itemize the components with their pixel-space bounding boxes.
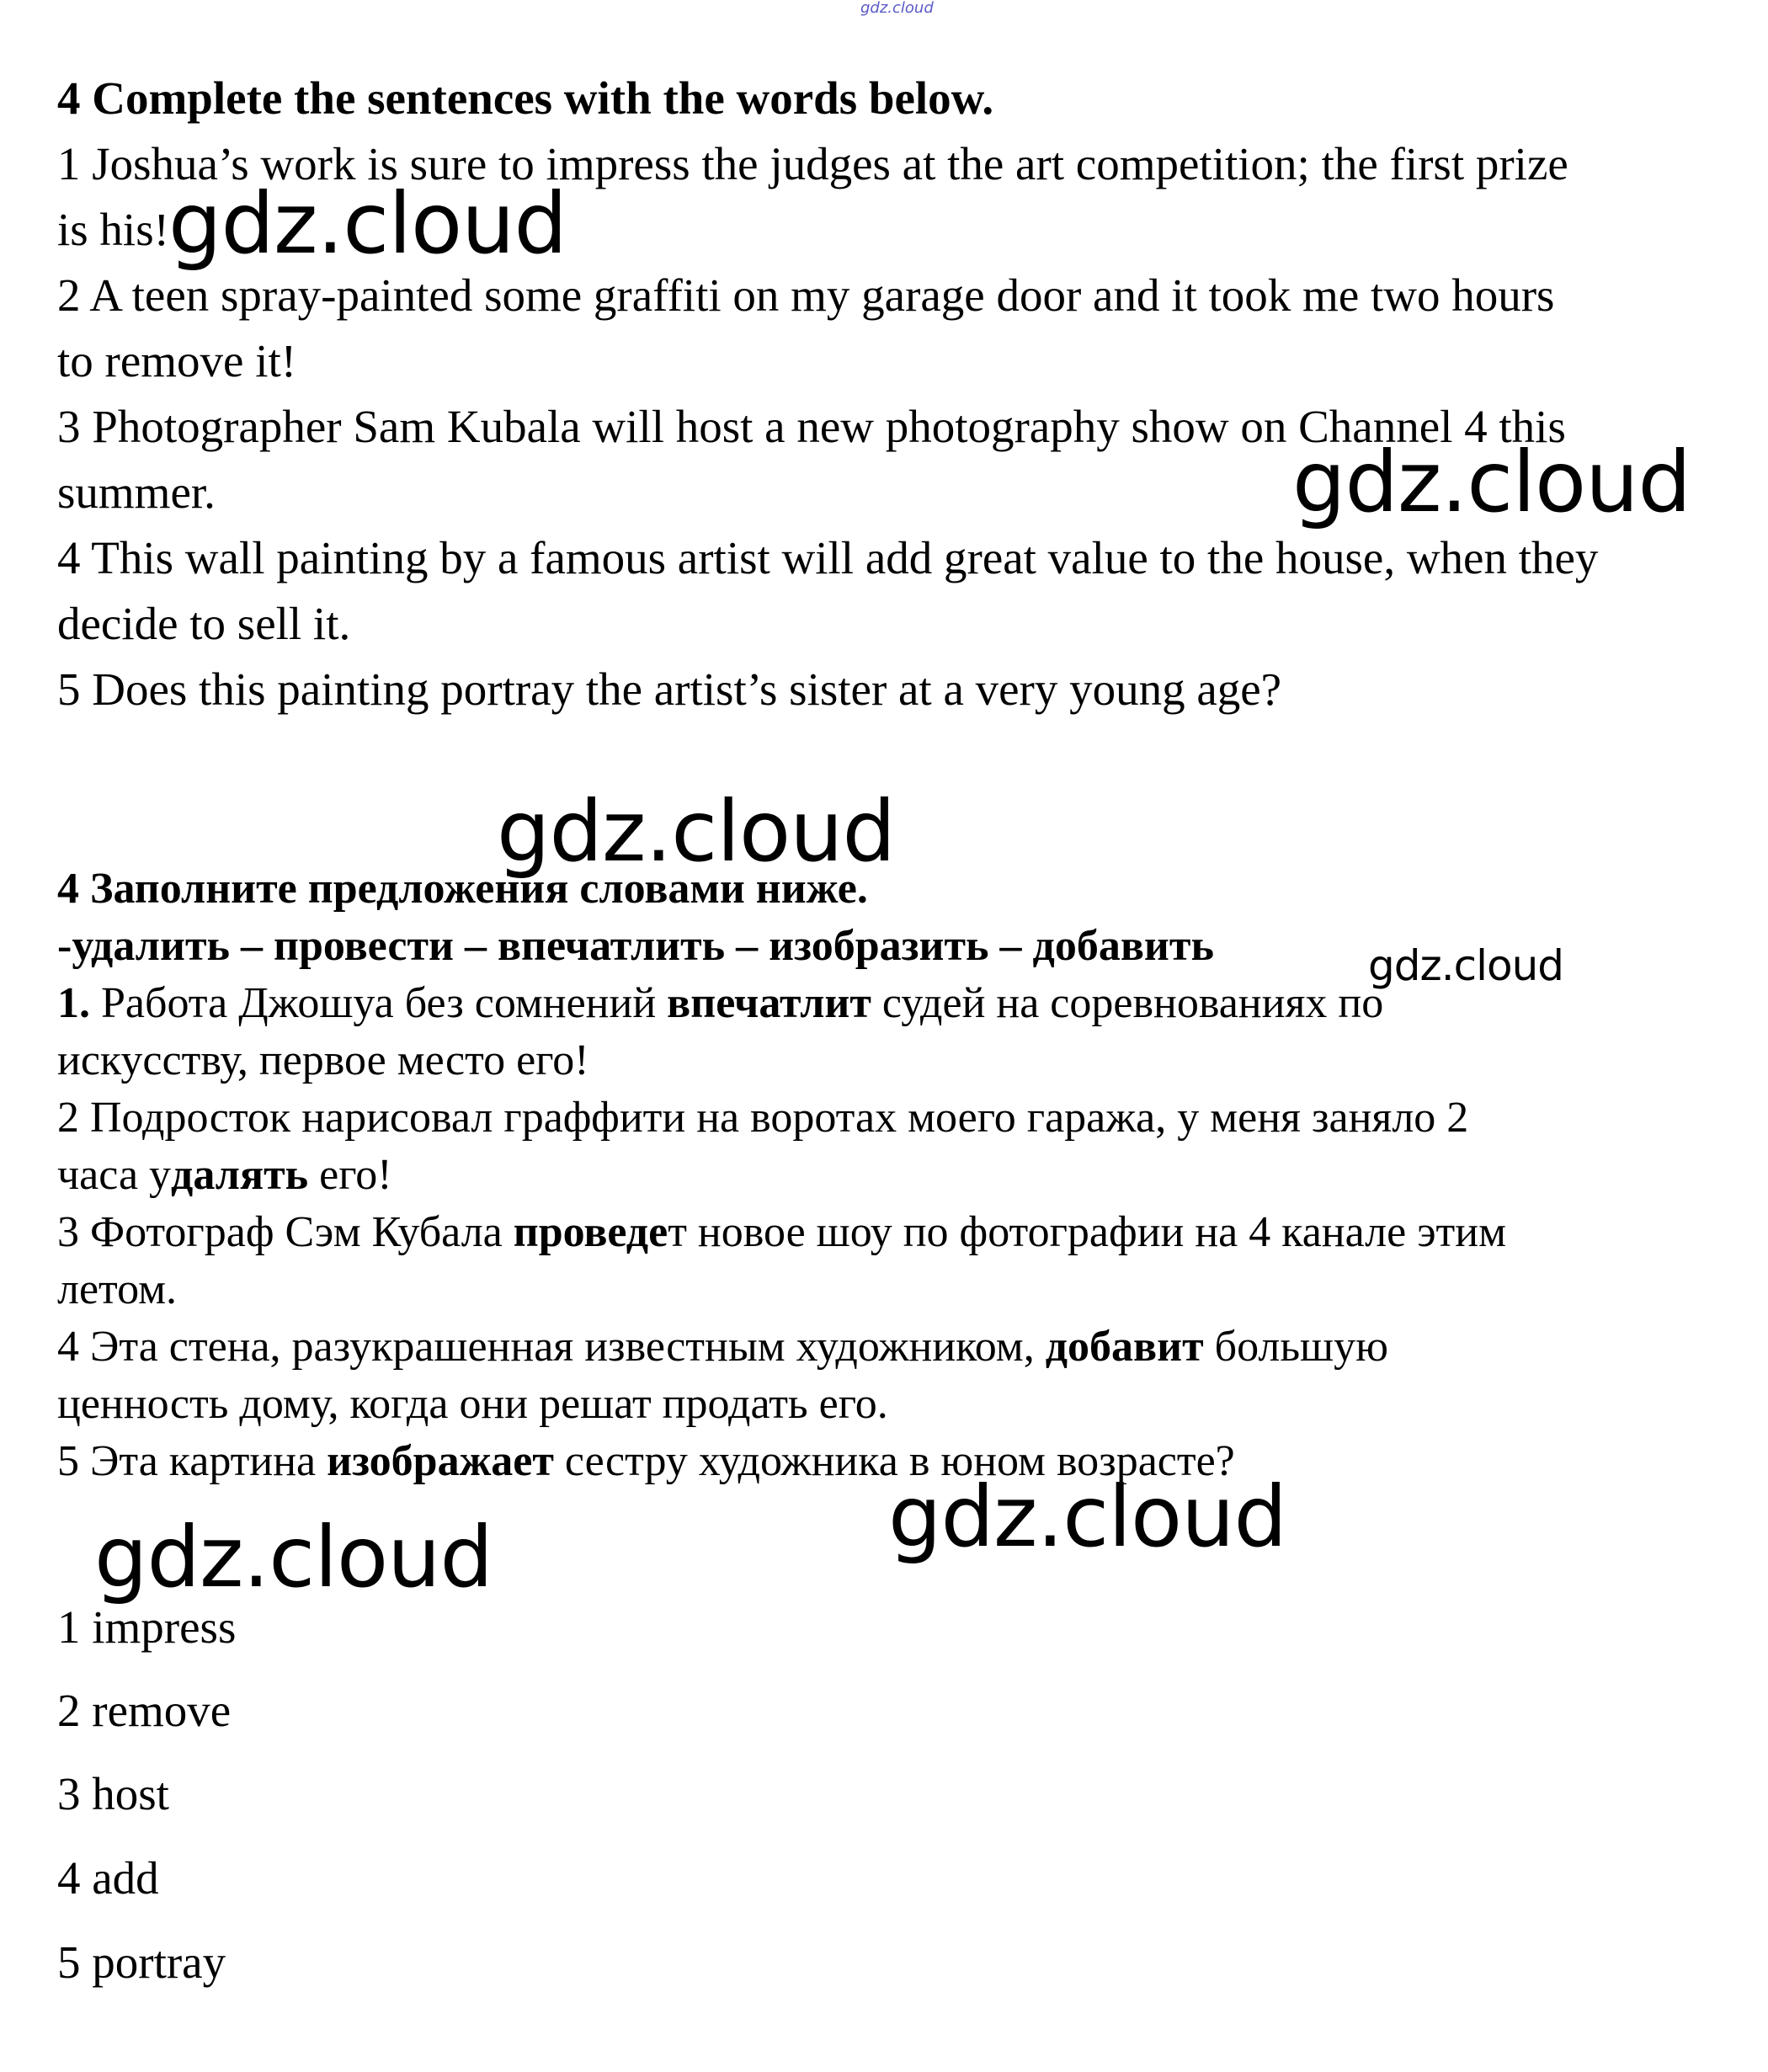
sentence-text: 4 Эта стена, разукрашенная известным художником, [57,1323,1046,1371]
english-line: summer. [57,466,216,518]
russian-sentence-3-cont: летом. [57,1265,177,1313]
answer-word: впечатлит [667,979,871,1027]
watermark: gdz.cloud [94,1508,493,1606]
answer-item: 4 add [57,1852,159,1904]
top-watermark: gdz.cloud [860,0,934,17]
answer-word: изображает [327,1437,554,1485]
russian-sentence-2: 2 Подросток нарисовал граффити на воротах моего гаража, у меня заняло 2 [57,1094,1469,1142]
english-section [57,66,1598,722]
russian-sentence-1 [57,975,1506,1032]
sentence-number: 1. [57,979,90,1027]
answer-item: 5 portray [57,1936,226,1988]
english-line: 5 Does this painting portray the artist’s sister at a very young age? [57,663,1282,715]
sentence-text: 3 Фотограф Сэм Кубала [57,1208,514,1256]
answer-word: добавит [1045,1323,1204,1371]
english-line: is his! [57,204,169,255]
russian-word-list: -удалить – провести – впечатлить – изобразить – добавить [57,922,1214,970]
sentence-text: Работа Джошуа без сомнений [90,979,668,1027]
answer-item: 2 remove [57,1685,232,1736]
watermark: gdz.cloud [168,174,567,273]
english-line: decide to sell it. [57,598,351,649]
english-line: 3 Photographer Sam Kubala will host a new photography show on Channel 4 this [57,401,1566,452]
russian-sentence-5 [57,1433,1506,1490]
watermark: gdz.cloud [497,782,896,881]
russian-section [57,860,1506,1490]
english-line: 1 Joshua’s work is sure to impress the judges at the art competition; the first prize [57,138,1568,189]
sentence-text: судей на соревнованиях по [871,979,1384,1027]
watermark: gdz.cloud [1368,941,1564,990]
answer-item: 3 host [57,1768,169,1819]
answer-item: 1 impress [57,1601,237,1653]
sentence-text: сестру художника в юном возрасте? [553,1437,1235,1485]
watermark: gdz.cloud [888,1467,1287,1566]
sentence-text: т новое шоу по фотографии на 4 канале этим [668,1208,1506,1256]
russian-sentence-4-cont: ценность дому, когда они решат продать его. [57,1380,888,1428]
sentence-text: часа у [57,1151,172,1199]
english-line: 2 A teen spray-painted some graffiti on my garage door and it took me two hours [57,269,1555,321]
answer-word: проведе [513,1208,668,1256]
watermark: gdz.cloud [1292,433,1691,531]
answer-word: далять [171,1151,309,1199]
russian-sentence-4 [57,1318,1506,1376]
english-heading: 4 Complete the sentences with the words below. [57,72,994,124]
russian-sentence-1-cont: искусству, первое место его! [57,1036,589,1084]
sentence-text: его! [308,1151,392,1199]
russian-sentence-2-cont [57,1147,1506,1204]
sentence-text: большую [1203,1323,1388,1371]
russian-heading: 4 Заполните предложения словами ниже. [57,865,868,913]
russian-sentence-3 [57,1204,1506,1261]
sentence-text: 5 Эта картина [57,1437,328,1485]
english-line: to remove it! [57,335,297,386]
english-line: 4 This wall painting by a famous artist will add great value to the house, when they [57,532,1599,583]
